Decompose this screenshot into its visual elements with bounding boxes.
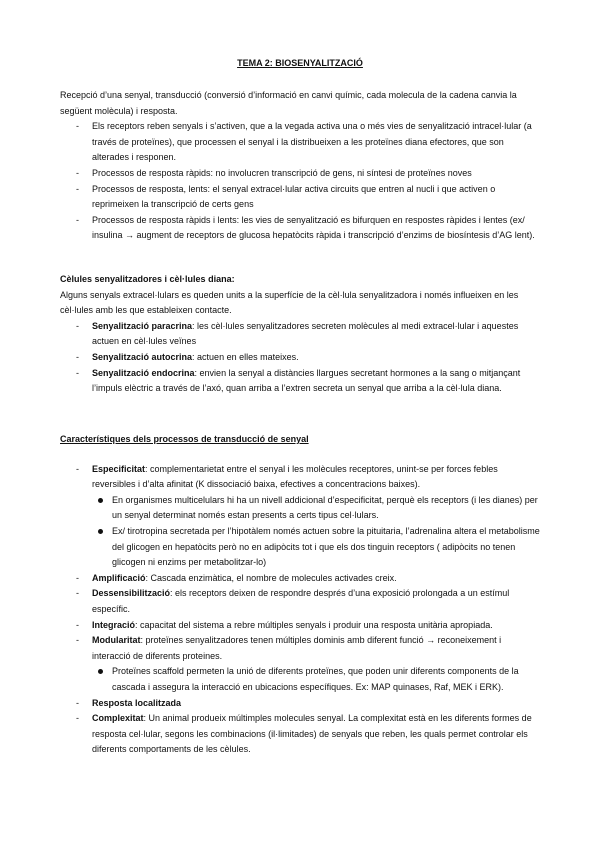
term: Senyalització autocrina [92, 351, 193, 362]
list-item [60, 586, 542, 617]
term: Senyalització paracrina [92, 320, 193, 331]
list-item [60, 366, 542, 397]
list-item: - Processos de resposta, lents: el senyal extracel·lular activa circuits que entren al nucli i que activen o reprimeixen la transcripció de certs gens [60, 182, 542, 213]
definition: : envien la senyal a distàncies llargues secretant hormones a la sang o mitjançant l’impuls elèctric a través de l’axó, quan arriba a l’extren secreta un senyal que arriba a la cèl·lula diana. [92, 367, 521, 394]
list-item [60, 633, 542, 695]
characteristics-list [60, 462, 542, 758]
list-item [60, 462, 542, 571]
sub-item: Proteïnes scaffold permeten la unió de diferents proteïnes, que poden unir diferents components de la cascada i assegura la interacció en ubicacions específiques. Ex: MAP quinases, Raf, MEK i ERK). [92, 664, 542, 695]
definition: : les cèl·lules senyalitzadores secreten molècules al medi extracel·lular i aquestes actuen en cèl·lules veïnes [92, 320, 519, 347]
section-paragraph: Alguns senyals extracel·lulars es queden units a la superfície de la cèl·lula senyalitzadora i només influeixen en les cèl·lules amb les que estableixen contacte. [60, 289, 519, 316]
term: Complexitat [92, 713, 144, 724]
list-item [60, 319, 542, 350]
sub-item: Ex/ tirotropina secretada per l’hipotàlem només actuen sobre la pituitaria, l’adrenalina altera el metabolisme del glicogen en hepatòcits però no en adipòcits tot i que els dos tinguin receptors ( adipòcits no tenen glicogen ni enzims per metabolitzar-lo) [92, 524, 542, 571]
list-item [60, 618, 542, 634]
sub-item: En organismes multicelulars hi ha un nivell addicional d’especificitat, perquè els receptors (i les dianes) per un senyal determinat només estan presents a certs tipus cel·lulars. [92, 493, 542, 524]
definition: : complementarietat entre el senyal i les molècules receptores, unint-se per forces febles reversibles i d’alta afinitat (K dissociació baixa, efectives a concentracions baixes). [92, 463, 498, 490]
intro-section [60, 88, 542, 244]
sub-list [92, 493, 542, 571]
signaling-cells-section [60, 272, 542, 397]
section-heading: Característiques dels processos de transducció de senyal [60, 434, 309, 444]
term: Integració [92, 619, 136, 630]
list-item: - Processos de resposta ràpids i lents: les vies de senyalització es bifurquen en respostes ràpides i lentes (ex/ insulina → augment de receptors de glucosa hepatòcits ràpida i transcripció d’enzims de biosíntesis d’AG lent). [60, 213, 542, 244]
definition: : capacitat del sistema a rebre múltiples senyals i produir una resposta unitària apropiada. [135, 619, 493, 630]
transduction-section [60, 432, 542, 758]
signaling-types-list [60, 319, 542, 397]
list-item [60, 711, 542, 758]
intro-list [60, 119, 542, 244]
term: Senyalització endocrina [92, 367, 195, 378]
term: Especificitat [92, 463, 146, 474]
term: Amplificació [92, 572, 146, 583]
term: Modularitat [92, 635, 141, 646]
sub-list [92, 664, 542, 695]
definition: : els receptors deixen de respondre després d’una exposició prolongada a un estímul específic. [92, 588, 510, 614]
list-item [60, 571, 542, 587]
definition: : proteïnes senyalitzadores tenen múltiples dominis amb diferent funció → reconeixement i interacció de diferents proteines. [92, 635, 502, 661]
definition: : Un animal produeix múltimples molecules senyal. La complexitat està en les diferents formes de resposta cel·lular, segons les combinacions (il·limitades) de senyals que reben, les quals permet controlar els diferents comportaments de les cèlules. [92, 713, 532, 755]
list-item [60, 350, 542, 366]
definition: : Cascada enzimàtica, el nombre de molecules activades creix. [145, 572, 397, 583]
intro-paragraph: Recepció d’una senyal, transducció (conversió d’informació en canvi químic, cada molecula de la cadena canvia la següent molècula) i resposta. [60, 90, 517, 116]
section-heading: Cèlules senyalitzadores i cèl·lules diana: [60, 274, 235, 284]
page-title: TEMA 2: BIOSENYALITZACIÓ [237, 58, 363, 68]
term: Dessensibilització [92, 588, 171, 599]
definition: : actuen en elles mateixes. [192, 351, 299, 362]
list-item: - Els receptors reben senyals i s’activen, que a la vegada activa una o més vies de senyalització intracel·lular (a través de proteïnes), que processen el senyal i la distribueixen a les proteïnes diana efectores, que son alterades i responen. [60, 119, 542, 166]
list-item [60, 696, 542, 712]
term: Resposta localitzada [92, 697, 182, 708]
list-item: - Processos de resposta ràpids: no involucren transcripció de gens, ni síntesi de proteïnes noves [60, 166, 542, 182]
